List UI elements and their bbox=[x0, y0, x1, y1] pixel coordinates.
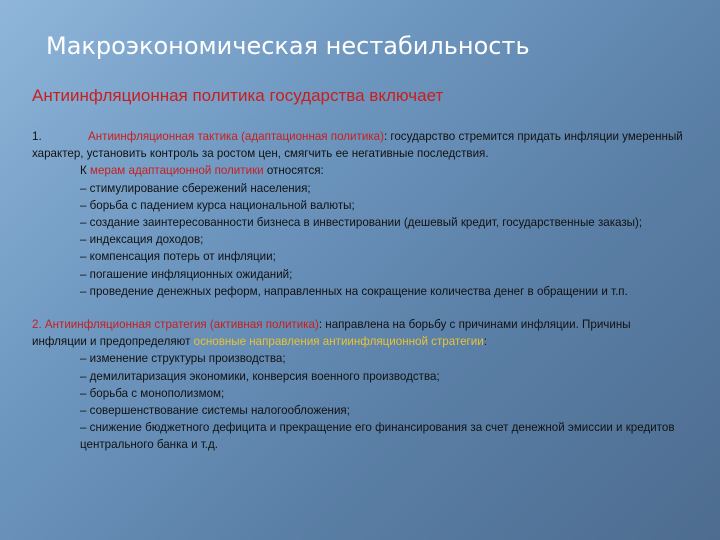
section2-list bbox=[32, 350, 688, 453]
list-item: – борьба с падением курса национальной валюты; bbox=[80, 198, 355, 212]
slide-title: Макроэкономическая нестабильность bbox=[46, 32, 530, 60]
measures-highlight: мерам адаптационной политики bbox=[89, 164, 264, 178]
list-item: – создание заинтересованности бизнеса в инвестировании (дешевый кредит, государственные заказы); bbox=[80, 216, 643, 230]
section1-list bbox=[32, 180, 688, 300]
section2-highlight: основные направления антиинфляционной стратегии bbox=[193, 335, 484, 349]
spacer bbox=[32, 300, 688, 316]
list-item: – компенсация потерь от инфляции; bbox=[80, 250, 276, 264]
section1-paragraph bbox=[32, 128, 688, 162]
section1-number: 1. bbox=[32, 130, 42, 143]
section2-tail: : bbox=[483, 335, 487, 349]
measures-suffix: относятся: bbox=[263, 164, 324, 178]
list-item: – погашение инфляционных ожиданий; bbox=[80, 267, 293, 281]
list-item: – снижение бюджетного дефицита и прекращение его финансирования за счет денежной эмиссии и кредитов центрального банка и т.д. bbox=[80, 421, 675, 452]
list-item: – проведение денежных реформ, направленных на сокращение количества денег в обращении и т.п. bbox=[80, 284, 628, 298]
list-item: – совершенствование системы налогообложения; bbox=[80, 404, 350, 418]
slide-body bbox=[32, 128, 688, 454]
section2-text: : направлена на борьбу с причинами инфляции. Причины инфляции и предопределяют bbox=[32, 318, 631, 349]
list-item: – стимулирование сбережений населения; bbox=[80, 181, 311, 195]
list-item: – индексация доходов; bbox=[80, 233, 204, 247]
list-item: – борьба с монополизмом; bbox=[80, 386, 225, 400]
measures-prefix: К bbox=[80, 164, 90, 178]
section1-measures-intro bbox=[32, 162, 688, 179]
section1-text: : государство стремится придать инфляции умеренный характер, установить контроль за ростом цен, смягчить ее негативные последствия. bbox=[32, 130, 683, 161]
slide-subtitle: Антиинфляционная политика государства включает bbox=[32, 86, 444, 105]
section2-heading: 2. Антиинфляционная стратегия (активная политика) bbox=[32, 318, 319, 332]
section1-heading: Антиинфляционная тактика (адаптационная политика) bbox=[88, 130, 384, 143]
section2-paragraph bbox=[32, 316, 688, 350]
list-item: – изменение структуры производства; bbox=[80, 352, 286, 366]
list-item: – демилитаризация экономики, конверсия военного производства; bbox=[80, 369, 440, 383]
